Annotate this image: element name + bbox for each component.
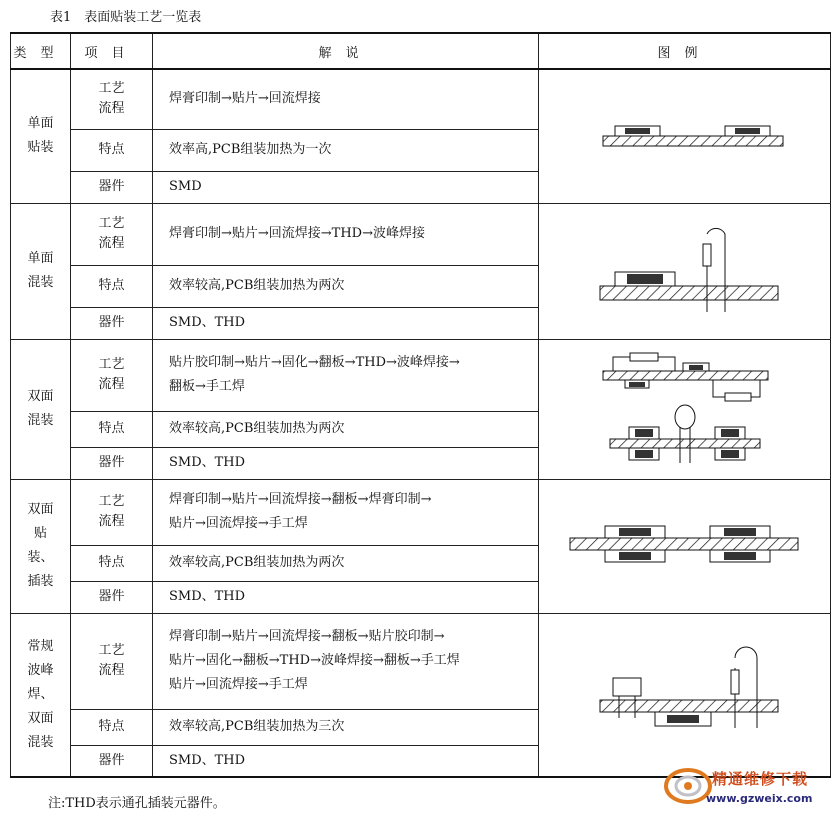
header-desc: 解说 xyxy=(153,33,539,69)
desc-cell: 效率较高,PCB组装加热为两次 xyxy=(153,545,539,581)
figure-single-side-smt xyxy=(539,69,831,203)
item-cell: 特点 xyxy=(71,545,153,581)
table-caption: 表1 表面贴装工艺一览表 xyxy=(50,10,202,25)
item-cell: 器件 xyxy=(71,745,153,777)
type-label: 双面混装 xyxy=(27,389,54,428)
type-label: 双面贴装、插装 xyxy=(27,502,54,589)
type-label: 单面混装 xyxy=(27,251,54,290)
watermark-url: www.gzweix.com xyxy=(706,792,813,805)
figure-wave-solder-double-mixed xyxy=(539,613,831,777)
type-cell xyxy=(11,203,71,339)
type-cell xyxy=(11,479,71,613)
desc-cell: 焊膏印制→贴片→回流焊接→翻板→贴片胶印制→ 贴片→固化→翻板→THD→波峰焊接→翻板→手工焊 贴片→回流焊接→手工焊 xyxy=(153,613,539,709)
item-cell: 特点 xyxy=(71,709,153,745)
desc-cell: 效率较高,PCB组装加热为两次 xyxy=(153,265,539,307)
desc-cell: 贴片胶印制→贴片→固化→翻板→THD→波峰焊接→ 翻板→手工焊 xyxy=(153,339,539,411)
header-type: 类型 xyxy=(11,33,71,69)
type-label: 常规波峰焊、双面混装 xyxy=(27,638,54,750)
table-row xyxy=(11,203,831,265)
desc-cell: 效率高,PCB组装加热为一次 xyxy=(153,129,539,171)
table-row xyxy=(11,69,831,129)
item-cell: 器件 xyxy=(71,307,153,339)
desc-cell: 效率较高,PCB组装加热为三次 xyxy=(153,709,539,745)
double-side-mixed-diagram xyxy=(585,345,785,470)
wave-solder-double-mixed-diagram xyxy=(585,638,785,748)
header-figure: 图例 xyxy=(539,33,831,69)
figure-double-side-mixed xyxy=(539,339,831,479)
table-row xyxy=(11,479,831,545)
item-cell: 工艺流程 xyxy=(71,613,153,709)
header-row xyxy=(11,33,831,69)
single-side-mixed-diagram xyxy=(585,214,785,324)
figure-double-side-smt-tht xyxy=(539,479,831,613)
item-cell: 工艺流程 xyxy=(71,339,153,411)
item-cell: 器件 xyxy=(71,447,153,479)
type-cell xyxy=(11,339,71,479)
watermark-brand: 精通维修下载 xyxy=(712,770,809,788)
desc-cell: SMD、THD xyxy=(153,745,539,777)
item-cell: 器件 xyxy=(71,581,153,613)
desc-cell: 焊膏印制→贴片→回流焊接 xyxy=(153,69,539,129)
item-cell: 特点 xyxy=(71,129,153,171)
desc-cell: 效率较高,PCB组装加热为两次 xyxy=(153,411,539,447)
type-cell xyxy=(11,613,71,777)
desc-cell: SMD、THD xyxy=(153,307,539,339)
item-cell: 器件 xyxy=(71,171,153,203)
item-cell: 工艺流程 xyxy=(71,69,153,129)
type-cell xyxy=(11,69,71,203)
figure-single-side-mixed xyxy=(539,203,831,339)
type-label: 单面贴装 xyxy=(27,116,54,156)
item-cell: 工艺流程 xyxy=(71,203,153,265)
desc-cell: SMD xyxy=(153,171,539,203)
desc-cell: SMD、THD xyxy=(153,581,539,613)
table-row xyxy=(11,339,831,411)
smt-process-table xyxy=(10,32,831,778)
table-row xyxy=(11,613,831,709)
desc-cell: 焊膏印制→贴片→回流焊接→翻板→焊膏印制→ 贴片→回流焊接→手工焊 xyxy=(153,479,539,545)
single-side-smt-diagram xyxy=(585,114,785,154)
desc-cell: SMD、THD xyxy=(153,447,539,479)
item-cell: 特点 xyxy=(71,265,153,307)
item-cell: 工艺流程 xyxy=(71,479,153,545)
double-side-smt-tht-diagram xyxy=(565,514,805,574)
footnote: 注:THD表示通孔插装元器件。 xyxy=(48,796,226,811)
header-item: 项目 xyxy=(71,33,153,69)
desc-cell: 焊膏印制→贴片→回流焊接→THD→波峰焊接 xyxy=(153,203,539,265)
item-cell: 特点 xyxy=(71,411,153,447)
